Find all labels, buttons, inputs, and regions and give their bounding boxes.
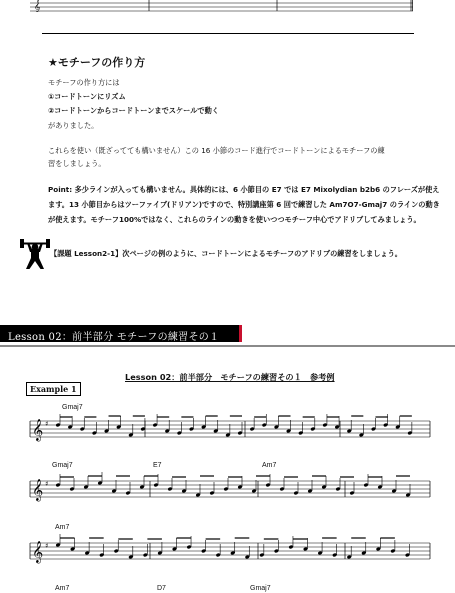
intro-text: モチーフの作り方には bbox=[48, 78, 120, 87]
paragraph-line-1: これらを使い（既ざってても構いません）この 16 小節のコード進行でコードトーンによるモチーフの練 bbox=[48, 146, 385, 155]
weightlifter-icon bbox=[20, 235, 50, 271]
chord-symbol: Am7 bbox=[55, 585, 70, 592]
page-separator bbox=[0, 345, 455, 347]
lesson-bar bbox=[0, 325, 242, 342]
chord-symbol: D7 bbox=[157, 585, 166, 592]
paragraph-line-2: 習をしましょう。 bbox=[48, 159, 106, 168]
reference-title: Lesson 02：前半部分 モチーフの練習その１ 参考例 bbox=[125, 372, 335, 382]
method-2: ②コードトーンからコードトーンまでスケールで動く bbox=[48, 106, 219, 115]
treble-clef-icon: 𝄞 bbox=[32, 541, 44, 563]
chord-symbol: Am7 bbox=[55, 524, 70, 531]
music-score bbox=[0, 350, 455, 593]
treble-clef-icon: 𝄞 bbox=[32, 479, 44, 501]
lesson-bar-title: Lesson 02：前半部分 モチーフの練習その１ bbox=[8, 332, 220, 343]
section-divider bbox=[42, 33, 414, 34]
after-methods: がありました。 bbox=[48, 121, 99, 130]
point-line-2: ます。13 小節目からはツーファイブ(ドリアン)ですので、特別講座第 6 回で練習した Am7O7-Gmaj7 のラインの動き bbox=[48, 200, 440, 209]
treble-clef-icon: 𝄞 bbox=[32, 419, 44, 441]
chord-symbol: Am7 bbox=[262, 462, 277, 469]
point-line-1: Point: 多少ラインが入っても構いません。具体的には、6 小節目の E7 では E7 Mixolydian b2b6 のフレーズが使え bbox=[48, 185, 440, 194]
section-title: ★モチーフの作り方 bbox=[48, 56, 146, 69]
chord-symbol: Gmaj7 bbox=[62, 404, 83, 411]
key-signature-sharp: ♯ bbox=[45, 542, 49, 550]
key-signature-sharp: ♯ bbox=[45, 420, 49, 428]
svg-text:𝄞: 𝄞 bbox=[34, 0, 41, 12]
page-bottom bbox=[0, 350, 455, 593]
key-signature-sharp: ♯ bbox=[45, 480, 49, 488]
example-label: Example 1 bbox=[26, 382, 81, 396]
point-line-3: が使えます。モチーフ100%ではなく、これらのラインの動きを使いつつモチーフ中心でアドリブしてみましょう。 bbox=[48, 215, 421, 224]
assignment-text: 【課題 Lesson2-1】次ページの例のように、コードトーンによるモチーフのアドリブの練習をしましょう。 bbox=[50, 249, 402, 258]
chord-symbol: Gmaj7 bbox=[250, 585, 271, 592]
chord-symbol: E7 bbox=[153, 462, 162, 469]
method-1: ①コードトーンにリズム bbox=[48, 92, 126, 101]
staff-remnant bbox=[30, 0, 413, 12]
chord-symbol: Gmaj7 bbox=[52, 462, 73, 469]
